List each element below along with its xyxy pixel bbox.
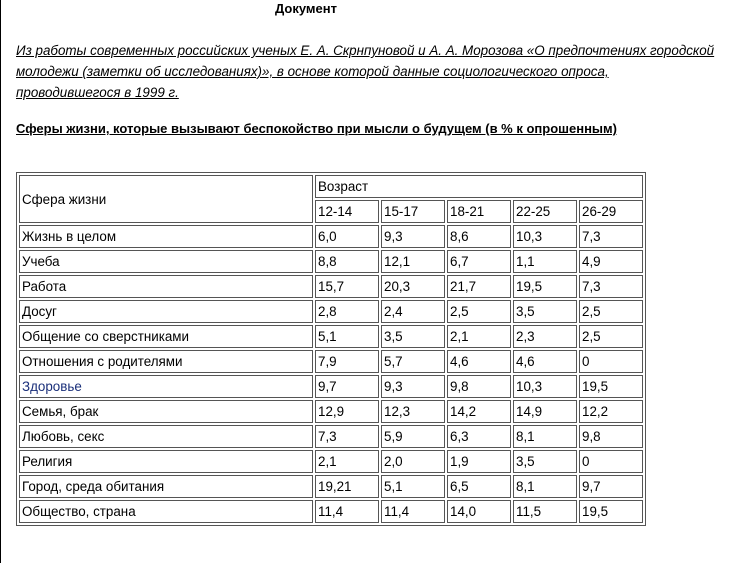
- table-cell: 2,5: [447, 300, 511, 323]
- table-cell: 3,5: [381, 325, 445, 348]
- table-row: [19, 475, 643, 498]
- table-cell: 4,9: [579, 250, 643, 273]
- table-cell: 8,8: [315, 250, 379, 273]
- row-label: [19, 400, 313, 423]
- header-age-col: 12-14: [315, 200, 379, 223]
- table-cell: 3,5: [513, 300, 577, 323]
- table-cell: 6,3: [447, 425, 511, 448]
- table-cell: 19,5: [579, 500, 643, 523]
- table-cell: 10,3: [513, 225, 577, 248]
- table-cell: 7,3: [315, 425, 379, 448]
- table-row: [19, 300, 643, 323]
- table-cell: 6,0: [315, 225, 379, 248]
- table-cell: 6,5: [447, 475, 511, 498]
- row-label-text: Жизнь в целом: [22, 229, 117, 244]
- row-label-text: Учеба: [22, 254, 60, 269]
- table-cell: 12,9: [315, 400, 379, 423]
- table-cell: 21,7: [447, 275, 511, 298]
- header-age-col: 22-25: [513, 200, 577, 223]
- table-cell: 14,0: [447, 500, 511, 523]
- row-label: [19, 225, 313, 248]
- table-cell: 5,9: [381, 425, 445, 448]
- table-cell: 12,1: [381, 250, 445, 273]
- source-citation: Из работы современных российских ученых Е. А. Скрнпуновой и А. А. Морозова «О предпочтениях городской молодежи (заметки об исследованиях)», в основе которой данные социологического опроса, проводившегося в 1999 г.: [16, 43, 715, 100]
- table-cell: 2,4: [381, 300, 445, 323]
- table-cell: 9,7: [579, 475, 643, 498]
- table-cell: 2,1: [315, 450, 379, 473]
- table-row: [19, 425, 643, 448]
- table-cell: 14,9: [513, 400, 577, 423]
- table-row: [19, 225, 643, 248]
- table-cell: 19,5: [579, 375, 643, 398]
- row-label-text: Любовь, секс: [22, 429, 105, 444]
- table-cell: 14,2: [447, 400, 511, 423]
- header-age-col: 26-29: [579, 200, 643, 223]
- table-cell: 3,5: [513, 450, 577, 473]
- table-cell: 9,7: [315, 375, 379, 398]
- table-cell: 10,3: [513, 375, 577, 398]
- row-label: [19, 500, 313, 523]
- table-cell: 2,5: [579, 325, 643, 348]
- table-cell: 4,6: [447, 350, 511, 373]
- table-cell: 1,9: [447, 450, 511, 473]
- table-cell: 15,7: [315, 275, 379, 298]
- row-label-text: Общение со сверстниками: [22, 329, 189, 344]
- table-cell: 19,5: [513, 275, 577, 298]
- table-row: [19, 450, 643, 473]
- table-cell: 7,9: [315, 350, 379, 373]
- header-age-group: Возраст: [315, 175, 643, 198]
- row-label: [19, 300, 313, 323]
- row-label-text: Отношения с родителями: [22, 354, 183, 369]
- table-cell: 12,3: [381, 400, 445, 423]
- table-cell: 11,4: [315, 500, 379, 523]
- table-cell: 11,4: [381, 500, 445, 523]
- document-title: Документ: [275, 1, 337, 16]
- table-row: [19, 375, 643, 398]
- page-left-border: [0, 0, 1, 563]
- header-age-col: 18-21: [447, 200, 511, 223]
- table-cell: 8,6: [447, 225, 511, 248]
- table-cell: 5,1: [381, 475, 445, 498]
- row-label-text: Город, среда обитания: [22, 479, 165, 494]
- table-cell: 19,21: [315, 475, 379, 498]
- table-cell: 0: [579, 450, 643, 473]
- row-label: [19, 375, 313, 398]
- row-label: [19, 250, 313, 273]
- table-cell: 2,0: [381, 450, 445, 473]
- table-cell: 9,3: [381, 225, 445, 248]
- row-label-text: Общество, страна: [22, 504, 136, 519]
- header-age-col: 15-17: [381, 200, 445, 223]
- table-cell: 0: [579, 350, 643, 373]
- table-cell: 8,1: [513, 425, 577, 448]
- table-row: [19, 275, 643, 298]
- table-cell: 7,3: [579, 275, 643, 298]
- row-label: [19, 475, 313, 498]
- table-cell: 9,3: [381, 375, 445, 398]
- table-row: [19, 250, 643, 273]
- table-cell: 2,1: [447, 325, 511, 348]
- table-cell: 1,1: [513, 250, 577, 273]
- table-cell: 2,3: [513, 325, 577, 348]
- row-label-text: Семья, брак: [22, 404, 99, 419]
- table-caption: Сферы жизни, которые вызывают беспокойство при мысли о будущем (в % к опрошенным): [16, 121, 617, 136]
- table-cell: 2,8: [315, 300, 379, 323]
- table-cell: 11,5: [513, 500, 577, 523]
- table-row: [19, 400, 643, 423]
- table-cell: 2,5: [579, 300, 643, 323]
- table-cell: 8,1: [513, 475, 577, 498]
- table-cell: 9,8: [447, 375, 511, 398]
- header-sphere: Сфера жизни: [19, 175, 313, 223]
- row-label-text: Работа: [22, 279, 67, 294]
- table-cell: 9,8: [579, 425, 643, 448]
- row-label: [19, 425, 313, 448]
- table-header-row: [19, 175, 643, 198]
- row-label: [19, 350, 313, 373]
- survey-table: [16, 172, 646, 526]
- table-row: [19, 350, 643, 373]
- table-cell: 6,7: [447, 250, 511, 273]
- table-cell: 5,7: [381, 350, 445, 373]
- row-label-text[interactable]: Здоровье: [22, 379, 82, 394]
- row-label: [19, 275, 313, 298]
- row-label: [19, 325, 313, 348]
- row-label-text: Религия: [22, 454, 73, 469]
- table-cell: 12,2: [579, 400, 643, 423]
- table-cell: 4,6: [513, 350, 577, 373]
- row-label-text: Досуг: [22, 304, 57, 319]
- table-row: [19, 500, 643, 523]
- row-label: [19, 450, 313, 473]
- table-cell: 5,1: [315, 325, 379, 348]
- table-row: [19, 325, 643, 348]
- table-cell: 7,3: [579, 225, 643, 248]
- table-cell: 20,3: [381, 275, 445, 298]
